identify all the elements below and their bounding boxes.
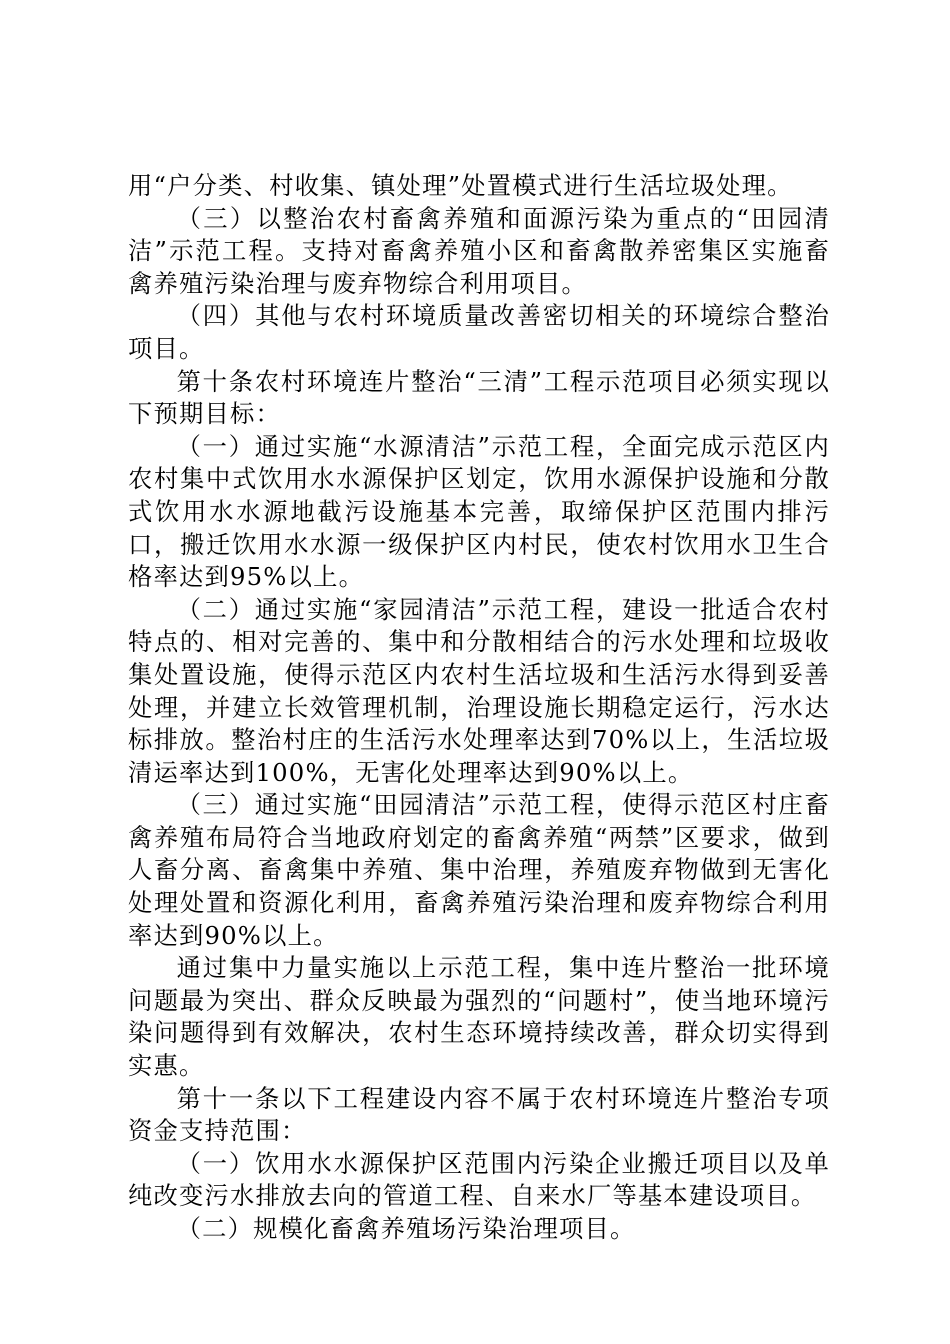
paragraph-goal-3-field: （三）通过实施“田园清洁”示范工程，使得示范区村庄畜禽养殖布局符合当地政府划定的畜禽养殖“两禁”区要求，做到人畜分离、畜禽集中养殖、集中治理，养殖废弃物做到无害化处理处置和资源化利用，畜禽养殖污染治理和废弃物综合利用率达到90%以上。	[128, 790, 830, 950]
document-page	[128, 170, 830, 1246]
paragraph-continuation: 用“户分类、村收集、镇处理”处置模式进行生活垃圾处理。	[128, 171, 793, 200]
paragraph-summary: 通过集中力量实施以上示范工程，集中连片整治一批环境问题最为突出、群众反映最为强烈的“问题村”，使当地环境污染问题得到有效解决，农村生态环境持续改善，群众切实得到实惠。	[128, 953, 830, 1081]
paragraph-goal-1-water: （一）通过实施“水源清洁”示范工程，全面完成示范区内农村集中式饮用水水源保护区划定，饮用水源保护设施和分散式饮用水水源地截污设施基本完善，取缔保护区范围内排污口，搬迁饮用水水源一级保护区内村民，使农村饮用水卫生合格率达到95%以上。	[128, 431, 830, 592]
paragraph-item-4-other: （四）其他与农村环境质量改善密切相关的环境综合整治项目。	[128, 301, 830, 363]
paragraph-article-10: 第十条农村环境连片整治“三清”工程示范项目必须实现以下预期目标：	[128, 366, 830, 429]
paragraph-goal-2-home: （二）通过实施“家园清洁”示范工程，建设一批适合农村特点的、相对完善的、集中和分散相结合的污水处理和垃圾收集处置设施，使得示范区内农村生活垃圾和生活污水得到妥善处理，并建立长效管理机制，治理设施长期稳定运行，污水达标排放。整治村庄的生活污水处理率达到70%以上，生活垃圾清运率达到100%，无害化处理率达到90%以上。	[128, 594, 830, 787]
paragraph-article-11: 第十一条以下工程建设内容不属于农村环境连片整治专项资金支持范围：	[128, 1083, 830, 1146]
paragraph-exclusion-1: （一）饮用水水源保护区范围内污染企业搬迁项目以及单纯改变污水排放去向的管道工程、自来水厂等基本建设项目。	[128, 1148, 830, 1211]
paragraph-exclusion-2: （二）规模化畜禽养殖场污染治理项目。	[176, 1214, 636, 1243]
paragraph-item-3-tianyuan: （三）以整治农村畜禽养殖和面源污染为重点的“田园清洁”示范工程。支持对畜禽养殖小区和畜禽散养密集区实施畜禽养殖污染治理与废弃物综合利用项目。	[128, 203, 830, 298]
